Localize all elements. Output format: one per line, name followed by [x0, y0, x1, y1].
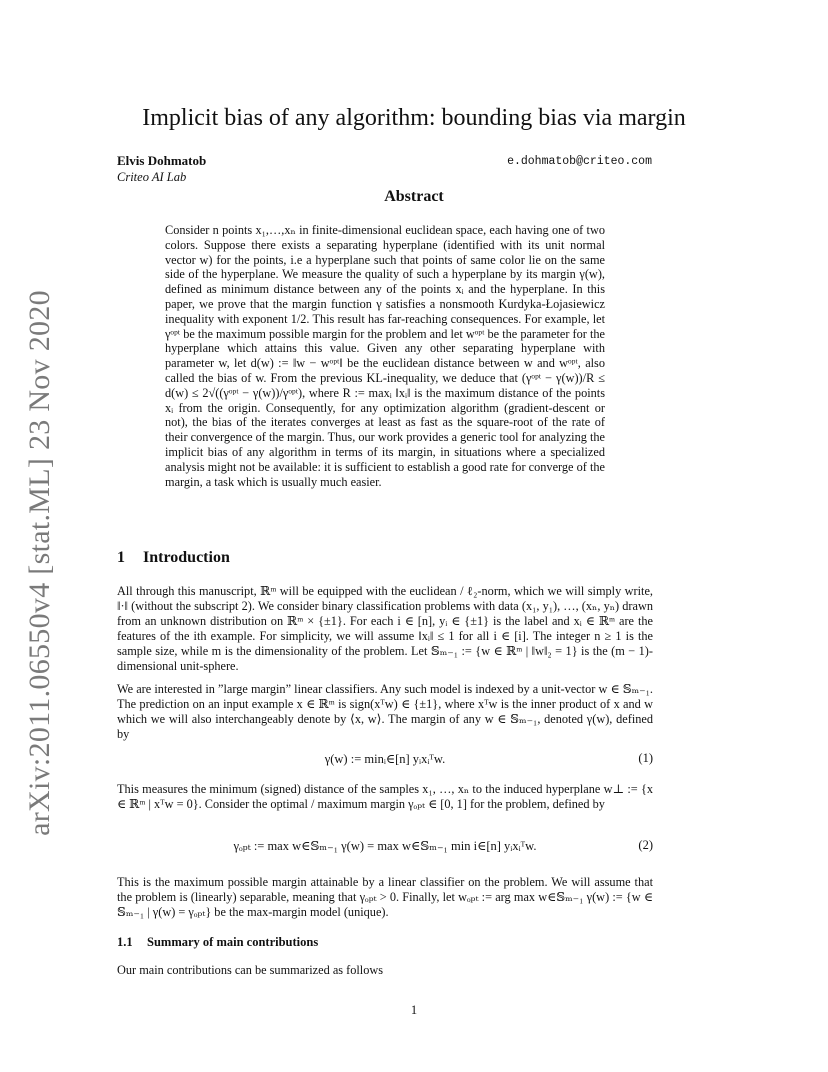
abstract-heading: Abstract [384, 188, 444, 205]
abstract-text: Consider n points x₁,…,xₙ in finite-dimensional euclidean space, each having one of two colors. Suppose there exists a separating hyperplane (identified with its unit normal vector w) for the points, i.e a hyperplane such that points of same color lie on the same side of the hyperplane. We measure the quality of such a hyperplane by its margin γ(w), defined as minimum distance between any of the points xᵢ and the hyperplane. In this paper, we prove that the margin function γ satisfies a nonsmooth Kurdyka-Łojasiewicz inequality with exponent 1/2. This result has far-reaching consequences. For example, let γᵒᵖᵗ be the maximum possible margin for the problem and let wᵒᵖᵗ be the parameter for the hyperplane which attains this value. Given any other separating hyperplane with parameter w, let d(w) := ‖w − wᵒᵖᵗ‖ be the euclidean distance between w and wᵒᵖᵗ, also called the bias of w. From the previous KL-inequality, we deduce that (γᵒᵖᵗ − γ(w))/R ≤ d(w) ≤ 2√((γᵒᵖᵗ − γ(w))/γᵒᵖᵗ), where R := maxᵢ ‖xᵢ‖ is the maximum distance of the points xᵢ from the origin. Consequently, for any optimization algorithm (gradient-descent or not), the bias of the iterates converges at least as fast as the square-root of the rate of their convergence of the margin. Thus, our work provides a generic tool for analyzing the implicit bias of any algorithm in terms of its margin, in situations where a specialized analysis might not be available: it is sufficient to establish a good rate for converge of the margin, a task which is usually much easier. [165, 223, 605, 489]
intro-paragraph-1: All through this manuscript, ℝᵐ will be equipped with the euclidean / ℓ₂-norm, which we will simply write, ‖·‖ (without the subscript 2). We consider binary classification problems with data (x₁, y₁), …, (xₙ, yₙ) drawn from an unknown distribution on ℝᵐ × {±1}. For each i ∈ [n], yᵢ ∈ {±1} is the label and xᵢ ∈ ℝᵐ are the features of the ith example. For simplicity, we will assume ‖xᵢ‖ ≤ 1 for all i ∈ [i]. The integer n ≥ 1 is the sample size, while m is the dimensionality of the problem. Let 𝕊ₘ₋₁ := {w ∈ ℝᵐ | ‖w‖₂ = 1} is the (m − 1)-dimensional unit-sphere. [117, 584, 653, 673]
section-number: 1 [117, 549, 125, 566]
equation-2-body: γₒₚₜ := max w∈𝕊ₘ₋₁ γ(w) = max w∈𝕊ₘ₋₁ min i∈[n] yᵢxᵢᵀw. [233, 839, 537, 853]
arxiv-id-text: arXiv:2011.06550v4 [stat.ML] 23 Nov 2020 [23, 290, 56, 836]
equation-2-tag: (2) [638, 838, 653, 852]
equation-1-tag: (1) [638, 751, 653, 765]
intro-paragraph-2: We are interested in ”large margin” linear classifiers. Any such model is indexed by a unit-vector w ∈ 𝕊ₘ₋₁. The prediction on an input example x ∈ ℝᵐ is sign(xᵀw) ∈ {±1}, where xᵀw is the inner product of x and w which we will also interchangeably denote by ⟨x, w⟩. The margin of any w ∈ 𝕊ₘ₋₁, denoted γ(w), defined by [117, 682, 653, 741]
subsection-number: 1.1 [117, 935, 133, 949]
intro-paragraph-3: This measures the minimum (signed) distance of the samples x₁, …, xₙ to the induced hyperplane w⊥ := {x ∈ ℝᵐ | xᵀw = 0}. Consider the optimal / maximum margin γₒₚₜ ∈ [0, 1] for the problem, defined by [117, 782, 653, 811]
arxiv-sidebar-stamp [17, 258, 63, 868]
author-email: e.dohmatob@criteo.com [507, 155, 652, 168]
equation-1-body: γ(w) := minᵢ∈[n] yᵢxᵢᵀw. [324, 752, 446, 766]
author-affiliation: Criteo AI Lab [117, 170, 187, 184]
paper-title: Implicit bias of any algorithm: bounding bias via margin [142, 105, 686, 131]
page-number: 1 [410, 1003, 418, 1017]
section-heading [117, 549, 230, 567]
contributions-intro: Our main contributions can be summarized as follows [117, 963, 384, 977]
section-title: Introduction [143, 549, 230, 566]
author-name: Elvis Dohmatob [117, 153, 207, 168]
subsection-title: Summary of main contributions [147, 935, 319, 949]
subsection-heading [117, 935, 318, 950]
intro-paragraph-4: This is the maximum possible margin attainable by a linear classifier on the problem. We will assume that the problem is (linearly) separable, meaning that γₒₚₜ > 0. Finally, let wₒₚₜ := arg max w∈𝕊ₘ₋₁ γ(w) := {w ∈ 𝕊ₘ₋₁ | γ(w) = γₒₚₜ} be the max-margin model (unique). [117, 875, 653, 919]
